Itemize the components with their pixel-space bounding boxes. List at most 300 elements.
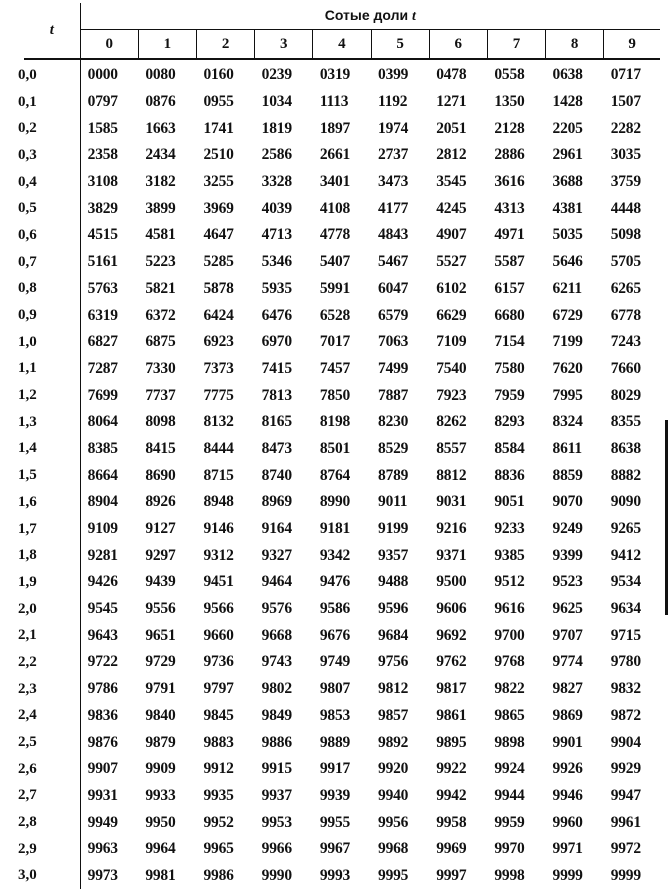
table-cell: 7287 [87, 359, 118, 377]
table-cell: 7850 [319, 386, 351, 404]
table-cell: 3899 [145, 199, 176, 217]
column-header: 2 [197, 30, 255, 60]
table-cell: 8990 [319, 493, 351, 511]
row-label-text: 0,3 [18, 146, 37, 163]
table-cell: 2358 [87, 146, 118, 164]
table-cell: 9861 [436, 706, 467, 724]
table-cell: 9556 [145, 600, 176, 618]
table-cell: 9931 [87, 786, 118, 804]
row-label-text: 1,8 [18, 547, 37, 564]
row-label [18, 756, 80, 783]
table-cell: 7813 [261, 386, 292, 404]
table-cell: 9915 [261, 760, 292, 778]
table-cell: 5035 [552, 226, 583, 244]
row-label-text: 2,6 [18, 760, 37, 777]
table-cell: 2051 [436, 119, 467, 137]
table-cell: 6157 [494, 279, 525, 297]
table-cell: 8444 [203, 439, 234, 457]
column-header: 9 [604, 30, 660, 60]
row-label-text: 2,9 [18, 840, 37, 857]
table-cell: 9385 [494, 546, 525, 564]
table-cell: 2737 [378, 146, 409, 164]
table-cell: 9986 [203, 866, 234, 884]
row-label-text: 0,4 [18, 173, 37, 190]
table-cell: 8690 [145, 466, 176, 484]
row-label-text: 2,1 [18, 627, 37, 644]
row-label-text: 0,8 [18, 280, 37, 297]
column-header: 0 [80, 30, 138, 60]
table-row [24, 596, 660, 623]
table-cell: 9933 [145, 786, 176, 804]
table-cell: 9949 [87, 813, 118, 831]
table-cell: 9845 [203, 706, 234, 724]
table-cell: 9973 [87, 866, 118, 884]
table-cell: 9971 [552, 840, 583, 858]
table-cell: 0638 [552, 66, 583, 84]
table-cell: 1507 [610, 93, 641, 111]
table-cell: 1585 [87, 119, 118, 137]
table-cell: 9926 [552, 760, 583, 778]
row-label-text: 0,5 [18, 200, 37, 217]
table-cell: 5223 [145, 253, 176, 271]
table-cell: 9827 [552, 680, 583, 698]
table-cell: 9953 [261, 813, 292, 831]
table-row [24, 542, 660, 569]
table-row [24, 756, 660, 783]
row-label-text: 1,1 [18, 360, 37, 377]
table-cell: 9749 [319, 653, 351, 671]
table-cell: 9920 [378, 760, 409, 778]
group-header [80, 3, 660, 30]
row-label [18, 622, 80, 649]
table-cell: 8812 [436, 466, 467, 484]
table-cell: 8262 [436, 413, 467, 431]
table-cell: 9722 [87, 653, 118, 671]
table-cell: 2128 [494, 119, 525, 137]
table-cell: 9876 [87, 733, 118, 751]
table-cell: 6579 [378, 306, 409, 324]
table-row [24, 115, 660, 142]
table-cell: 4039 [261, 199, 292, 217]
table-cell: 9586 [319, 600, 351, 618]
table-cell: 8029 [610, 386, 641, 404]
row-label [18, 569, 80, 596]
row-label-text: 1,7 [18, 520, 37, 537]
table-body [18, 59, 660, 889]
corner-label: t [49, 22, 54, 38]
table-cell: 9736 [203, 653, 234, 671]
table-cell: 5285 [203, 253, 234, 271]
table-cell: 9412 [610, 546, 641, 564]
table-cell: 9817 [436, 680, 467, 698]
column-header: 8 [546, 30, 604, 60]
row-label-text: 0,1 [18, 93, 37, 110]
row-label [18, 382, 80, 409]
table-cell: 9606 [436, 600, 467, 618]
table-cell: 6528 [319, 306, 351, 324]
row-label [18, 329, 80, 356]
table-cell: 4647 [203, 226, 234, 244]
table-cell: 9892 [378, 733, 409, 751]
row-label-text: 1,3 [18, 413, 37, 430]
row-label [18, 169, 80, 196]
table-cell: 5991 [319, 279, 351, 297]
table-cell: 9886 [261, 733, 292, 751]
table-cell: 3473 [378, 173, 409, 191]
row-label [18, 516, 80, 543]
row-label [18, 89, 80, 116]
table-cell: 9786 [87, 680, 118, 698]
table-cell: 7499 [378, 359, 409, 377]
table-row [24, 489, 660, 516]
table-cell: 9964 [145, 840, 176, 858]
table-cell: 9999 [552, 866, 583, 884]
table-cell: 5646 [552, 253, 583, 271]
table-cell: 7457 [319, 359, 351, 377]
table-row [24, 676, 660, 703]
table-cell: 6372 [145, 306, 176, 324]
table-cell: 9684 [378, 626, 409, 644]
table-cell: 8501 [319, 439, 351, 457]
row-label [18, 302, 80, 329]
table-cell: 7415 [261, 359, 292, 377]
table-row [24, 809, 660, 836]
table-cell: 6211 [552, 279, 582, 297]
table-cell: 1741 [203, 119, 234, 137]
table-cell: 2661 [319, 146, 351, 164]
table-cell: 9164 [261, 520, 292, 538]
table-cell: 1974 [378, 119, 409, 137]
table-cell: 5705 [610, 253, 641, 271]
table-cell: 1663 [145, 119, 176, 137]
table-row [24, 703, 660, 730]
table-cell: 6265 [610, 279, 641, 297]
table-cell: 6729 [552, 306, 583, 324]
table-cell: 0080 [145, 66, 176, 84]
table-cell: 9070 [552, 493, 583, 511]
table-cell: 9426 [87, 573, 118, 591]
row-label [18, 249, 80, 276]
table-row [24, 516, 660, 543]
table-cell: 4381 [552, 199, 583, 217]
table-cell: 1350 [494, 93, 525, 111]
table-cell: 6778 [610, 306, 641, 324]
table-cell: 5821 [145, 279, 176, 297]
table-cell: 4971 [494, 226, 525, 244]
row-label-text: 0,7 [18, 253, 37, 270]
table-cell: 9901 [552, 733, 583, 751]
table-cell: 9464 [261, 573, 292, 591]
table-cell: 9965 [203, 840, 234, 858]
table-cell: 5161 [87, 253, 118, 271]
row-label-text: 0,6 [18, 226, 37, 243]
table-cell: 0558 [494, 66, 525, 84]
table-cell: 9051 [494, 493, 525, 511]
table-cell: 0399 [378, 66, 409, 84]
table-row [24, 195, 660, 222]
table-cell: 4843 [378, 226, 409, 244]
table-cell: 2282 [610, 119, 641, 137]
table-cell: 8882 [610, 466, 641, 484]
row-label [18, 59, 80, 89]
table-cell: 7063 [378, 333, 409, 351]
table-cell: 6424 [203, 306, 234, 324]
table-cell: 9399 [552, 546, 583, 564]
row-label [18, 676, 80, 703]
table-cell: 5527 [436, 253, 467, 271]
table-cell: 8611 [552, 439, 582, 457]
row-label [18, 115, 80, 142]
table-cell: 4515 [87, 226, 118, 244]
table-cell: 7109 [436, 333, 467, 351]
column-header: 6 [429, 30, 487, 60]
table-cell: 9476 [319, 573, 351, 591]
table-row [24, 462, 660, 489]
column-header-row [24, 30, 660, 60]
table-cell: 1034 [261, 93, 292, 111]
table-cell: 9898 [494, 733, 525, 751]
table-cell: 9872 [610, 706, 641, 724]
table-cell: 8557 [436, 439, 467, 457]
table-cell: 6875 [145, 333, 176, 351]
table-row [24, 836, 660, 863]
table-cell: 1428 [552, 93, 583, 111]
row-label [18, 276, 80, 303]
table-cell: 4778 [319, 226, 351, 244]
table-cell: 9616 [494, 600, 525, 618]
table-row [24, 409, 660, 436]
table-cell: 9939 [319, 786, 351, 804]
table-cell: 0239 [261, 66, 292, 84]
corner-header [24, 3, 80, 59]
table-cell: 9768 [494, 653, 525, 671]
table-row [24, 863, 660, 889]
table-cell: 9946 [552, 786, 583, 804]
table-cell: 6319 [87, 306, 118, 324]
table-cell: 8664 [87, 466, 118, 484]
column-header: 5 [371, 30, 429, 60]
table-cell: 8098 [145, 413, 176, 431]
row-label-text: 0,9 [18, 307, 37, 324]
table-cell: 9955 [319, 813, 351, 831]
table-cell: 9995 [378, 866, 409, 884]
table-cell: 0717 [610, 66, 641, 84]
table-cell: 9312 [203, 546, 234, 564]
table-cell: 3182 [145, 173, 176, 191]
table-cell: 3969 [203, 199, 234, 217]
table-cell: 9512 [494, 573, 525, 591]
table-cell: 2812 [436, 146, 467, 164]
table-cell: 0955 [203, 93, 234, 111]
table-cell: 9357 [378, 546, 409, 564]
table-cell: 9692 [436, 626, 467, 644]
table-cell: 9857 [378, 706, 409, 724]
table-cell: 8529 [378, 439, 409, 457]
table-cell: 9924 [494, 760, 525, 778]
row-label [18, 542, 80, 569]
table-cell: 9488 [378, 573, 409, 591]
table-cell: 2205 [552, 119, 583, 137]
table-cell: 9840 [145, 706, 176, 724]
table-cell: 6970 [261, 333, 292, 351]
table-cell: 9545 [87, 600, 118, 618]
row-label-text: 2,2 [18, 653, 37, 670]
table-cell: 9090 [610, 493, 641, 511]
table-cell: 2586 [261, 146, 292, 164]
table-cell: 8715 [203, 466, 234, 484]
table-cell: 9904 [610, 733, 641, 751]
table-cell: 7775 [203, 386, 234, 404]
row-label-text: 2,3 [18, 680, 37, 697]
table-cell: 2434 [145, 146, 176, 164]
table-cell: 9127 [145, 520, 176, 538]
table-row [24, 249, 660, 276]
table-cell: 9950 [145, 813, 176, 831]
table-cell: 3688 [552, 173, 583, 191]
table-cell: 9534 [610, 573, 641, 591]
table-cell: 8584 [494, 439, 525, 457]
group-header-text: Сотые доли [324, 7, 413, 23]
table-cell: 6047 [378, 279, 409, 297]
table-cell: 9958 [436, 813, 467, 831]
table-cell: 9715 [610, 626, 641, 644]
table-cell: 2886 [494, 146, 525, 164]
table-cell: 9812 [378, 680, 409, 698]
row-label-text: 0,2 [18, 120, 37, 137]
table-cell: 9836 [87, 706, 118, 724]
table-cell: 7660 [610, 359, 641, 377]
table-cell: 9922 [436, 760, 467, 778]
table-cell: 9937 [261, 786, 292, 804]
table-cell: 9451 [203, 573, 234, 591]
table-cell: 1897 [319, 119, 351, 137]
table-cell: 8859 [552, 466, 583, 484]
table-cell: 8355 [610, 413, 641, 431]
table-cell: 5878 [203, 279, 234, 297]
table-row [24, 436, 660, 463]
table-cell: 9371 [436, 546, 467, 564]
table-cell: 9643 [87, 626, 118, 644]
row-label [18, 142, 80, 169]
table-cell: 6102 [436, 279, 467, 297]
table-cell: 8293 [494, 413, 525, 431]
table-cell: 4448 [610, 199, 641, 217]
table-cell: 7330 [145, 359, 176, 377]
table-cell: 9791 [145, 680, 176, 698]
row-label-text: 2,7 [18, 787, 37, 804]
table-cell: 5098 [610, 226, 641, 244]
table-cell: 3545 [436, 173, 467, 191]
table-cell: 9970 [494, 840, 525, 858]
table-row [24, 169, 660, 196]
table-cell: 9990 [261, 866, 292, 884]
row-label [18, 809, 80, 836]
table-cell: 0319 [319, 66, 351, 84]
table-cell: 4713 [261, 226, 292, 244]
table-cell: 9929 [610, 760, 641, 778]
table-cell: 3328 [261, 173, 292, 191]
table-cell: 9762 [436, 653, 467, 671]
table-cell: 7154 [494, 333, 525, 351]
table-cell: 9031 [436, 493, 467, 511]
table-cell: 3401 [319, 173, 351, 191]
table-cell: 9802 [261, 680, 292, 698]
row-label [18, 195, 80, 222]
table-cell: 9634 [610, 600, 641, 618]
table-cell: 6476 [261, 306, 292, 324]
row-label-text: 3,0 [18, 867, 37, 884]
table-cell: 6923 [203, 333, 234, 351]
row-label-text: 2,5 [18, 734, 37, 751]
table-cell: 6680 [494, 306, 525, 324]
table-cell: 9146 [203, 520, 234, 538]
table-cell: 0160 [203, 66, 234, 84]
row-label [18, 356, 80, 383]
table-cell: 1819 [261, 119, 292, 137]
table-cell: 9963 [87, 840, 118, 858]
table-row [24, 382, 660, 409]
table-cell: 9807 [319, 680, 351, 698]
column-header: 3 [255, 30, 313, 60]
table-cell: 1271 [436, 93, 467, 111]
table-cell: 0797 [87, 93, 118, 111]
table-cell: 2510 [203, 146, 234, 164]
table-cell: 5346 [261, 253, 292, 271]
table-cell: 9917 [319, 760, 351, 778]
table-cell: 8198 [319, 413, 351, 431]
table-cell: 9181 [319, 520, 351, 538]
table-row [24, 142, 660, 169]
table-cell: 9947 [610, 786, 641, 804]
table-cell: 8132 [203, 413, 234, 431]
row-label [18, 836, 80, 863]
table-cell: 7373 [203, 359, 234, 377]
column-header: 4 [313, 30, 371, 60]
column-header: 7 [487, 30, 545, 60]
row-label [18, 649, 80, 676]
table-cell: 9700 [494, 626, 525, 644]
table-cell: 9935 [203, 786, 234, 804]
row-label-text: 1,0 [18, 333, 37, 350]
table-cell: 9743 [261, 653, 292, 671]
table-cell: 9707 [552, 626, 583, 644]
table-cell: 9576 [261, 600, 292, 618]
table-cell: 8836 [494, 466, 525, 484]
table-cell: 4177 [378, 199, 409, 217]
table-cell: 0000 [87, 66, 118, 84]
table-cell: 9660 [203, 626, 234, 644]
table-cell: 9883 [203, 733, 234, 751]
table-cell: 4108 [319, 199, 351, 217]
row-label-text: 1,6 [18, 493, 37, 510]
table-cell: 7923 [436, 386, 467, 404]
group-header-var: t [412, 9, 416, 24]
table-cell: 8230 [378, 413, 409, 431]
row-label-text: 2,4 [18, 707, 37, 724]
table-row [24, 89, 660, 116]
table-cell: 5467 [378, 253, 409, 271]
row-label-text: 1,2 [18, 387, 37, 404]
table-cell: 8789 [378, 466, 409, 484]
table-cell: 9942 [436, 786, 467, 804]
table-row [24, 302, 660, 329]
table-cell: 8764 [319, 466, 351, 484]
table-cell: 9439 [145, 573, 176, 591]
table-cell: 9960 [552, 813, 583, 831]
table-cell: 9952 [203, 813, 234, 831]
row-label [18, 489, 80, 516]
table-cell: 7887 [378, 386, 409, 404]
